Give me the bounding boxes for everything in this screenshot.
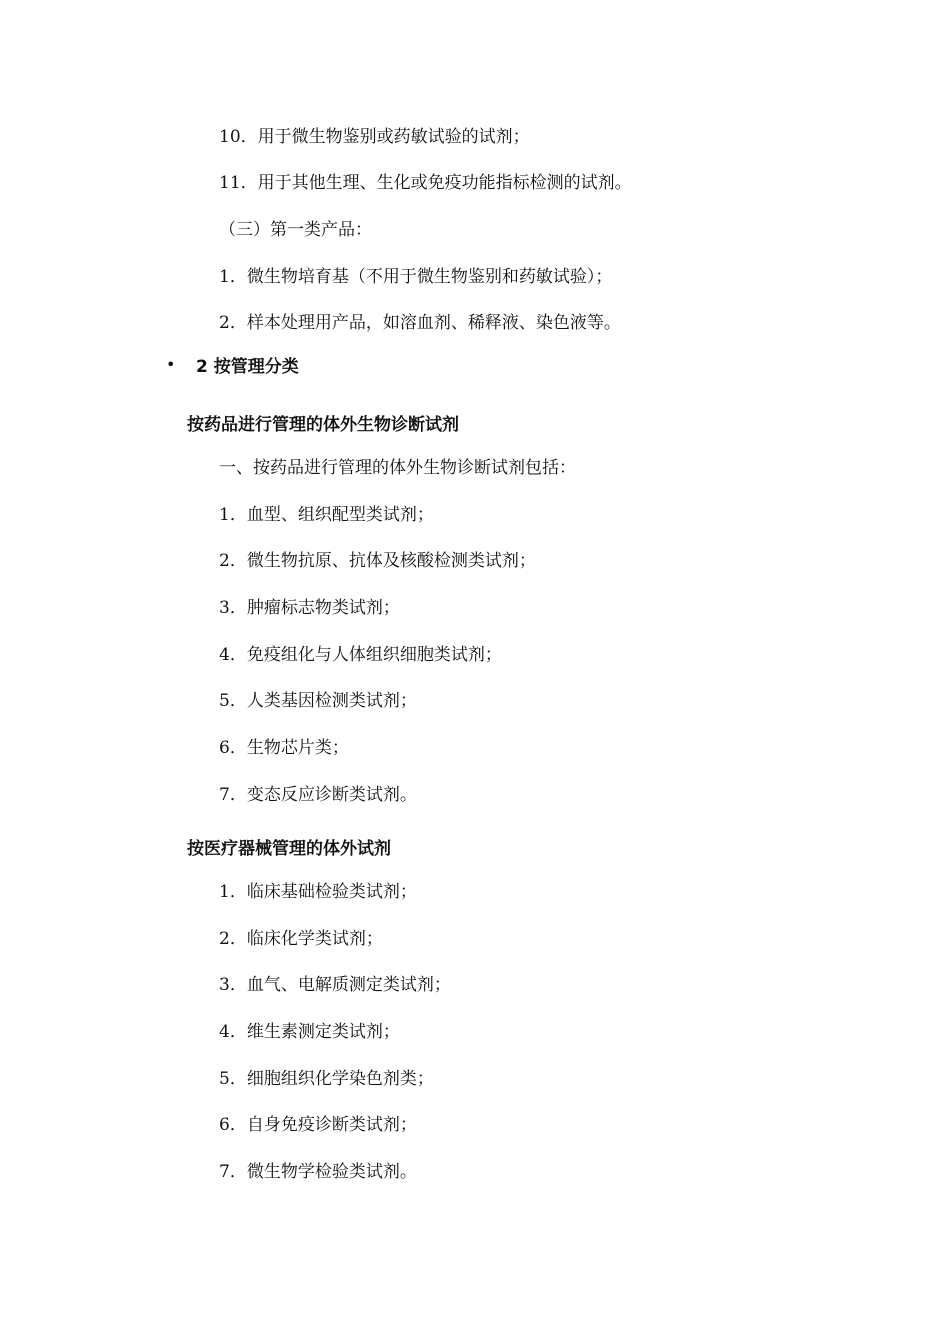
device-item-1: 1．临床基础检验类试剂； (219, 882, 417, 902)
drug-item-6: 6．生物芯片类； (219, 738, 349, 758)
drug-item-4: 4．免疫组化与人体组织细胞类试剂； (219, 645, 502, 665)
drug-item-3: 3．肿瘤标志物类试剂； (219, 598, 400, 618)
device-item-4: 4．维生素测定类试剂； (219, 1022, 400, 1042)
drug-managed-heading: 按药品进行管理的体外生物诊断试剂 (187, 415, 459, 435)
bullet-icon: • (166, 355, 176, 374)
drug-managed-intro: 一、按药品进行管理的体外生物诊断试剂包括： (219, 458, 576, 478)
class3-item-1: 1．微生物培育基（不用于微生物鉴别和药敏试验）； (219, 267, 613, 287)
drug-item-7: 7．变态反应诊断类试剂。 (219, 785, 417, 805)
device-item-3: 3．血气、电解质测定类试剂； (219, 975, 451, 995)
line-item-10: 10．用于微生物鉴别或药敏试验的试剂； (219, 127, 530, 147)
device-item-5: 5．细胞组织化学染色剂类； (219, 1069, 434, 1089)
line-item-11: 11．用于其他生理、生化或免疫功能指标检测的试剂。 (219, 173, 632, 193)
class3-heading: （三）第一类产品： (219, 220, 372, 240)
drug-item-1: 1．血型、组织配型类试剂； (219, 505, 434, 525)
section-heading-classification: 2 按管理分类 (196, 357, 299, 377)
device-item-2: 2．临床化学类试剂； (219, 929, 383, 949)
device-item-7: 7．微生物学检验类试剂。 (219, 1162, 417, 1182)
device-managed-heading: 按医疗器械管理的体外试剂 (187, 839, 391, 859)
class3-item-2: 2．样本处理用产品，如溶血剂、稀释液、染色液等。 (219, 313, 621, 333)
device-item-6: 6．自身免疫诊断类试剂； (219, 1115, 417, 1135)
drug-item-2: 2．微生物抗原、抗体及核酸检测类试剂； (219, 551, 536, 571)
drug-item-5: 5．人类基因检测类试剂； (219, 691, 417, 711)
